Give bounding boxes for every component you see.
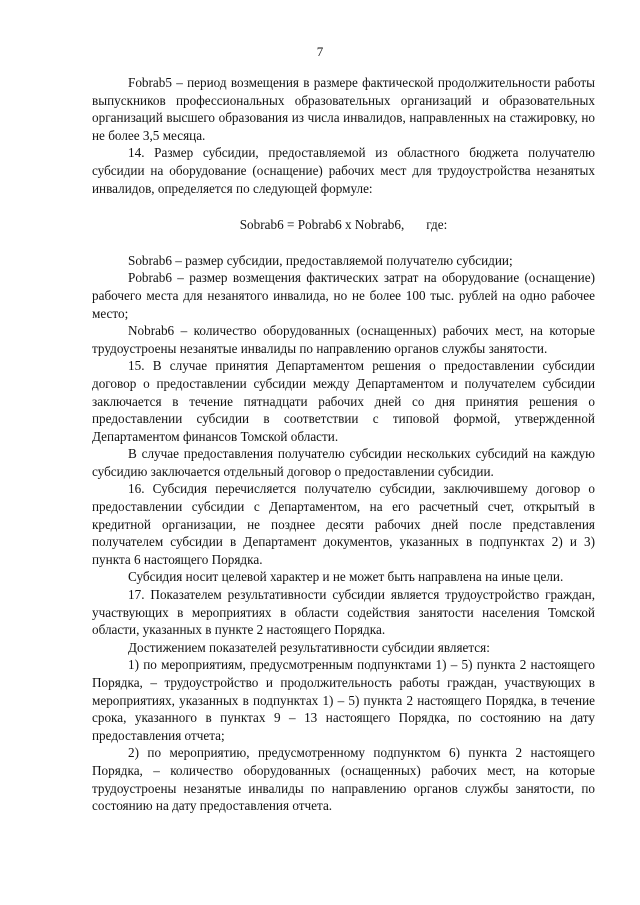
page-number: 7: [316, 44, 324, 59]
paragraph-15-multiple: В случае предоставления получателю субсидии нескольких субсидий на каждую субсидию заключается отдельный договор о предоставлении субсидии.: [92, 446, 595, 479]
paragraph-16-purpose: Субсидия носит целевой характер и не может быть направлена на иные цели.: [128, 569, 564, 585]
document-body: [92, 74, 595, 815]
paragraph-17-achievement: Достижением показателей результативности субсидии является:: [128, 639, 490, 655]
formula-expression: Sobrab6 = Pobrab6 x Nobrab6,: [239, 217, 405, 233]
paragraph-17: 17. Показателем результативности субсидии является трудоустройство граждан, участвующих в мероприятиях в области содействия занятости населения Томской области, указанных в пункте 2 настоящего Порядка.: [92, 587, 595, 638]
paragraph-fobrab5: Fobrab5 – период возмещения в размере фактической продолжительности работы выпускников профессиональных образовательных организаций и образовательных организаций высшего образования из числа инвалидов, направленных на стажировку, но не более 3,5 месяца.: [92, 75, 595, 143]
definition-pobrab6: Pobrab6 – размер возмещения фактических затрат на оборудование (оснащение) рабочего места для незанятого инвалида, но не более 100 тыс. рублей на одно рабочее место;: [92, 270, 595, 321]
paragraph-15: 15. В случае принятия Департаментом решения о предоставлении субсидии договор о предоставлении субсидии между Департаментом и получателем субсидии заключается в течение пятнадцати рабочих дней со дня принятия решения о предоставлении субсидии в соответствии с типовой формой, утвержденной Департаментом финансов Томской области.: [92, 358, 595, 444]
definition-sobrab6: Sobrab6 – размер субсидии, предоставляемой получателю субсидии;: [128, 252, 513, 268]
list-item-2: 2) по мероприятию, предусмотренному подпунктом 6) пункта 2 настоящего Порядка, – количество оборудованных (оснащенных) рабочих мест, на которые трудоустроены незанятые инвалиды по направлению органов службы занятости, по состоянию на дату предоставления отчета.: [92, 745, 595, 814]
formula-sobrab6: [92, 216, 595, 234]
formula-suffix: где:: [426, 217, 448, 233]
paragraph-14: 14. Размер субсидии, предоставляемой из областного бюджета получателю субсидии на оборудование (оснащение) рабочих мест для трудоустройства незанятых инвалидов, определяется по следующей формуле:: [92, 145, 595, 196]
list-item-1: 1) по мероприятиям, предусмотренным подпунктами 1) – 5) пункта 2 настоящего Порядка, – трудоустройство и продолжительность работы граждан, участвующих в мероприятиях, указанных в подпунктах 1) – 5) пункта 2 настоящего Порядка, в течение срока, указанного в пунктах 9 – 13 настоящего Порядка, по состоянию на дату предоставления отчета;: [92, 657, 595, 743]
definition-nobrab6: Nobrab6 – количество оборудованных (оснащенных) рабочих мест, на которые трудоустроены незанятые инвалиды по направлению органов службы занятости.: [92, 323, 595, 356]
paragraph-16: 16. Субсидия перечисляется получателю субсидии, заключившему договор о предоставлении субсидии с Департаментом, на его расчетный счет, открытый в кредитной организации, не позднее десяти рабочих дней после представления получателем субсидии в Департамент документов, указанных в подпунктах 2) и 3) пункта 6 настоящего Порядка.: [92, 481, 595, 567]
